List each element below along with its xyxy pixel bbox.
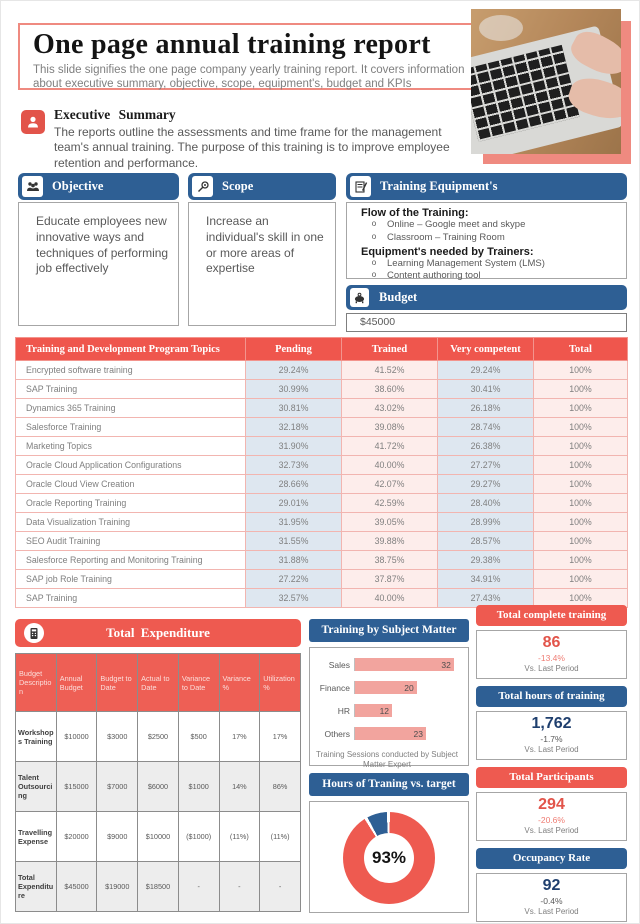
magnifier-bulb-icon <box>192 176 213 197</box>
expenditure-col-header: Actual to Date <box>138 654 179 712</box>
program-table-row <box>16 380 628 399</box>
program-value-cell: 29.01% <box>246 494 342 513</box>
program-table-row <box>16 475 628 494</box>
kpi-value: 92 <box>542 877 561 894</box>
equipment-item-text: Content authoring tool <box>387 270 481 282</box>
scope-title: Scope <box>222 179 254 193</box>
program-table-row <box>16 570 628 589</box>
kpi-caption: Vs. Last Period <box>524 906 579 916</box>
kpi-caption: Vs. Last Period <box>524 825 579 835</box>
checklist-pencil-icon <box>350 176 371 197</box>
bar-track <box>354 727 460 740</box>
program-value-cell: 27.43% <box>438 589 534 608</box>
bar-track <box>354 681 460 694</box>
program-value-cell: 100% <box>534 437 628 456</box>
bar-track <box>354 658 460 671</box>
kpi-body <box>476 792 627 841</box>
kpi-caption: Vs. Last Period <box>524 744 579 754</box>
objective-body: Educate employees new innovative ways and techniques of performing job effectively <box>18 202 179 326</box>
budget-value: $45000 <box>346 313 627 332</box>
bullet-marker: o <box>371 257 377 267</box>
donut-chart <box>343 812 435 904</box>
expenditure-value-cell: $18500 <box>138 862 179 912</box>
kpi-value: 1,762 <box>531 715 572 732</box>
scope-header <box>188 173 336 200</box>
subject-matter-banner: Training by Subject Matter <box>309 619 469 642</box>
equipment-card <box>346 173 627 282</box>
kpi-title: Total Participants <box>476 767 627 788</box>
program-value-cell: 42.07% <box>342 475 438 494</box>
program-value-cell: 32.57% <box>246 589 342 608</box>
program-value-cell: 27.27% <box>438 456 534 475</box>
expenditure-col-header: Annual Budget <box>56 654 97 712</box>
expenditure-value-cell: - <box>219 862 260 912</box>
program-value-cell: 41.52% <box>342 361 438 380</box>
expenditure-value-cell: $1000 <box>178 762 219 812</box>
executive-summary-section <box>21 107 469 171</box>
kpi-card <box>476 848 627 922</box>
bar-category-label: Finance <box>319 682 350 693</box>
program-value-cell: 34.91% <box>438 570 534 589</box>
expenditure-value-cell: 17% <box>260 712 301 762</box>
bar-others <box>355 727 426 740</box>
expenditure-row <box>16 812 301 862</box>
kpi-title: Occupancy Rate <box>476 848 627 869</box>
bullet-marker: o <box>371 270 377 280</box>
expenditure-row <box>16 862 301 912</box>
bar-track <box>354 704 460 717</box>
expenditure-header-row <box>16 654 301 712</box>
kpi-delta: -20.6% <box>538 814 565 825</box>
program-value-cell: 31.95% <box>246 513 342 532</box>
bullet-marker: o <box>371 231 377 241</box>
bar-row <box>314 704 460 717</box>
bar-row <box>314 681 460 694</box>
expenditure-value-cell: $2500 <box>138 712 179 762</box>
expenditure-label-cell: Total Expenditure <box>16 862 57 912</box>
program-topic-cell: Salesforce Training <box>16 418 246 437</box>
bar-value-label: 32 <box>441 660 451 670</box>
program-topic-cell: Marketing Topics <box>16 437 246 456</box>
budget-header <box>346 285 627 310</box>
expenditure-value-cell: 14% <box>219 762 260 812</box>
program-value-cell: 28.99% <box>438 513 534 532</box>
expenditure-value-cell: $45000 <box>56 862 97 912</box>
hours-vs-target-banner: Hours of Traning vs. target <box>309 773 469 796</box>
program-table-row <box>16 532 628 551</box>
program-value-cell: 100% <box>534 532 628 551</box>
equipment-item-text: Online – Google meet and skype <box>387 219 526 230</box>
program-value-cell: 100% <box>534 513 628 532</box>
program-table-row <box>16 418 628 437</box>
objective-header <box>18 173 179 200</box>
program-value-cell: 100% <box>534 456 628 475</box>
equipment-title: Training Equipment's <box>380 179 498 193</box>
bar-category-label: Others <box>324 728 350 739</box>
program-value-cell: 100% <box>534 418 628 437</box>
bar-row <box>314 658 460 671</box>
program-value-cell: 30.41% <box>438 380 534 399</box>
expenditure-value-cell: $19000 <box>97 862 138 912</box>
expenditure-row <box>16 712 301 762</box>
equipment-item-text: Classroom – Training Room <box>387 231 505 243</box>
expenditure-col-header: Budget Description <box>16 654 57 712</box>
expenditure-value-cell: $500 <box>178 712 219 762</box>
program-value-cell: 43.02% <box>342 399 438 418</box>
program-value-cell: 31.88% <box>246 551 342 570</box>
bar-sales <box>355 658 454 671</box>
program-table-row <box>16 551 628 570</box>
expenditure-label-cell: Travelling Expense <box>16 812 57 862</box>
kpi-body <box>476 711 627 760</box>
program-value-cell: 26.18% <box>438 399 534 418</box>
kpi-card <box>476 686 627 760</box>
program-value-cell: 32.18% <box>246 418 342 437</box>
program-value-cell: 28.57% <box>438 532 534 551</box>
program-col-pending: Pending <box>246 338 342 361</box>
bar-value-label: 20 <box>404 683 414 693</box>
expenditure-value-cell: $10000 <box>56 712 97 762</box>
equipment-list-item <box>361 232 620 245</box>
expenditure-col-header: Variance to Date <box>178 654 219 712</box>
kpi-title: Total hours of training <box>476 686 627 707</box>
flow-title: Flow of the Training: <box>361 207 469 219</box>
program-value-cell: 42.59% <box>342 494 438 513</box>
program-table-row <box>16 513 628 532</box>
program-value-cell: 29.38% <box>438 551 534 570</box>
executive-summary-body: The reports outline the assessments and time frame for the management team's annual training. The purpose of this training is to improve employee retention and performance. <box>54 125 450 170</box>
program-table-row <box>16 361 628 380</box>
expenditure-value-cell: $6000 <box>138 762 179 812</box>
program-value-cell: 29.24% <box>246 361 342 380</box>
program-value-cell: 100% <box>534 494 628 513</box>
objective-card <box>18 173 179 326</box>
program-value-cell: 27.22% <box>246 570 342 589</box>
program-topic-cell: Oracle Cloud View Creation <box>16 475 246 494</box>
program-table-row <box>16 494 628 513</box>
kpi-value: 294 <box>538 796 565 813</box>
expenditure-label-cell: Talent Outsourcing <box>16 762 57 812</box>
team-icon <box>22 176 43 197</box>
kpi-delta: -1.7% <box>540 733 563 744</box>
program-value-cell: 31.55% <box>246 532 342 551</box>
bar-category-label: Sales <box>328 659 350 670</box>
bar-row <box>314 727 460 740</box>
program-topics-table <box>15 337 628 608</box>
equipment-header <box>346 173 627 200</box>
expenditure-value-cell: $10000 <box>138 812 179 862</box>
program-value-cell: 40.00% <box>342 589 438 608</box>
equipment-body <box>346 202 627 282</box>
program-value-cell: 28.66% <box>246 475 342 494</box>
kpi-value: 86 <box>542 634 561 651</box>
program-value-cell: 100% <box>534 399 628 418</box>
subject-matter-chart <box>309 647 469 770</box>
photo-laptop-typing <box>471 9 631 164</box>
bar-hr <box>355 704 392 717</box>
equipment-item-text: Learning Management System (LMS) <box>387 257 545 269</box>
kpi-caption: Vs. Last Period <box>524 663 579 673</box>
equipment-list-item <box>361 219 620 232</box>
bar-value-label: 12 <box>379 706 390 716</box>
expenditure-value-cell: $7000 <box>97 762 138 812</box>
photo-image <box>471 9 621 154</box>
subject-matter-caption: Training Sessions conducted by Subject Matter Expert <box>315 750 458 770</box>
program-table-row <box>16 437 628 456</box>
program-value-cell: 37.87% <box>342 570 438 589</box>
program-table-row <box>16 399 628 418</box>
expenditure-value-cell: - <box>260 862 301 912</box>
expenditure-value-cell: 17% <box>219 712 260 762</box>
expenditure-col-header: Variance% <box>219 654 260 712</box>
scope-body: Increase an individual's skill in one or more areas of expertise <box>188 202 336 326</box>
program-topic-cell: Encrypted software training <box>16 361 246 380</box>
program-col-trained: Trained <box>342 338 438 361</box>
needed-title: Equipment's needed by Trainers: <box>361 245 534 258</box>
program-value-cell: 100% <box>534 361 628 380</box>
donut-center-label: 93% <box>364 833 414 883</box>
kpi-card <box>476 605 627 679</box>
equipment-list-item <box>361 258 620 271</box>
program-value-cell: 38.60% <box>342 380 438 399</box>
program-value-cell: 32.73% <box>246 456 342 475</box>
program-topic-cell: SAP Training <box>16 380 246 399</box>
equipment-list-item <box>361 270 620 283</box>
expenditure-value-cell: $20000 <box>56 812 97 862</box>
expenditure-col-header: Budget to Date <box>97 654 138 712</box>
scope-card <box>188 173 336 326</box>
program-topic-cell: SEO Audit Training <box>16 532 246 551</box>
kpi-card <box>476 767 627 841</box>
expenditure-col-header: Utilization% <box>260 654 301 712</box>
expenditure-value-cell: (11%) <box>260 812 301 862</box>
program-topic-cell: Oracle Reporting Training <box>16 494 246 513</box>
program-value-cell: 28.40% <box>438 494 534 513</box>
expenditure-value-cell: $15000 <box>56 762 97 812</box>
budget-title: Budget <box>379 290 418 304</box>
expenditure-value-cell: $3000 <box>97 712 138 762</box>
piggy-bank-icon <box>350 288 369 307</box>
program-topic-cell: SAP job Role Training <box>16 570 246 589</box>
program-col-topics: Training and Development Program Topics <box>16 338 246 361</box>
program-value-cell: 31.90% <box>246 437 342 456</box>
bar-finance <box>355 681 417 694</box>
program-topic-cell: SAP Training <box>16 589 246 608</box>
expenditure-label-cell: Workshops Training <box>16 712 57 762</box>
program-value-cell: 26.38% <box>438 437 534 456</box>
kpi-title: Total complete training <box>476 605 627 626</box>
expenditure-table <box>15 653 301 912</box>
program-topic-cell: Oracle Cloud Application Configurations <box>16 456 246 475</box>
program-value-cell: 100% <box>534 380 628 399</box>
program-value-cell: 100% <box>534 570 628 589</box>
program-value-cell: 40.00% <box>342 456 438 475</box>
kpi-body <box>476 873 627 922</box>
program-value-cell: 39.05% <box>342 513 438 532</box>
bar-category-label: HR <box>337 705 350 716</box>
kpi-delta: -0.4% <box>540 895 563 906</box>
calculator-icon <box>24 623 44 643</box>
program-value-cell: 100% <box>534 475 628 494</box>
program-value-cell: 30.81% <box>246 399 342 418</box>
keyboard-shape <box>471 45 580 142</box>
objective-title: Objective <box>52 179 104 193</box>
expenditure-row <box>16 762 301 812</box>
program-value-cell: 39.08% <box>342 418 438 437</box>
program-value-cell: 38.75% <box>342 551 438 570</box>
glass-shape <box>479 15 523 41</box>
person-icon <box>21 110 45 134</box>
expenditure-value-cell: (11%) <box>219 812 260 862</box>
kpi-column <box>476 605 627 924</box>
program-value-cell: 29.24% <box>438 361 534 380</box>
program-value-cell: 100% <box>534 551 628 570</box>
page-subtitle: This slide signifies the one page company yearly training report. It covers information about executive summary, objective, scope, equipment's, budget and KPIs <box>33 63 465 91</box>
expenditure-value-cell: 86% <box>260 762 301 812</box>
page-title: One page annual training report <box>33 29 431 60</box>
program-topic-cell: Data Visualization Training <box>16 513 246 532</box>
kpi-body <box>476 630 627 679</box>
expenditure-value-cell: - <box>178 862 219 912</box>
program-value-cell: 30.99% <box>246 380 342 399</box>
program-col-very-competent: Very competent <box>438 338 534 361</box>
bullet-marker: o <box>371 219 377 228</box>
program-value-cell: 39.88% <box>342 532 438 551</box>
program-topic-cell: Salesforce Reporting and Monitoring Training <box>16 551 246 570</box>
program-value-cell: 28.74% <box>438 418 534 437</box>
flow-list <box>361 219 620 245</box>
expenditure-value-cell: $9000 <box>97 812 138 862</box>
hours-vs-target-chart <box>309 801 469 913</box>
needed-list <box>361 258 620 284</box>
expenditure-header <box>15 619 301 647</box>
executive-summary-title: Executive Summary <box>54 107 176 122</box>
program-col-total: Total <box>534 338 628 361</box>
program-table-header-row <box>16 338 628 361</box>
program-value-cell: 41.72% <box>342 437 438 456</box>
program-value-cell: 100% <box>534 589 628 608</box>
bar-value-label: 23 <box>413 729 424 739</box>
program-value-cell: 29.27% <box>438 475 534 494</box>
expenditure-value-cell: ($1000) <box>178 812 219 862</box>
kpi-delta: -13.4% <box>538 652 565 663</box>
program-topic-cell: Dynamics 365 Training <box>16 399 246 418</box>
program-table-row <box>16 456 628 475</box>
expenditure-title: Total Expenditure <box>106 625 210 640</box>
